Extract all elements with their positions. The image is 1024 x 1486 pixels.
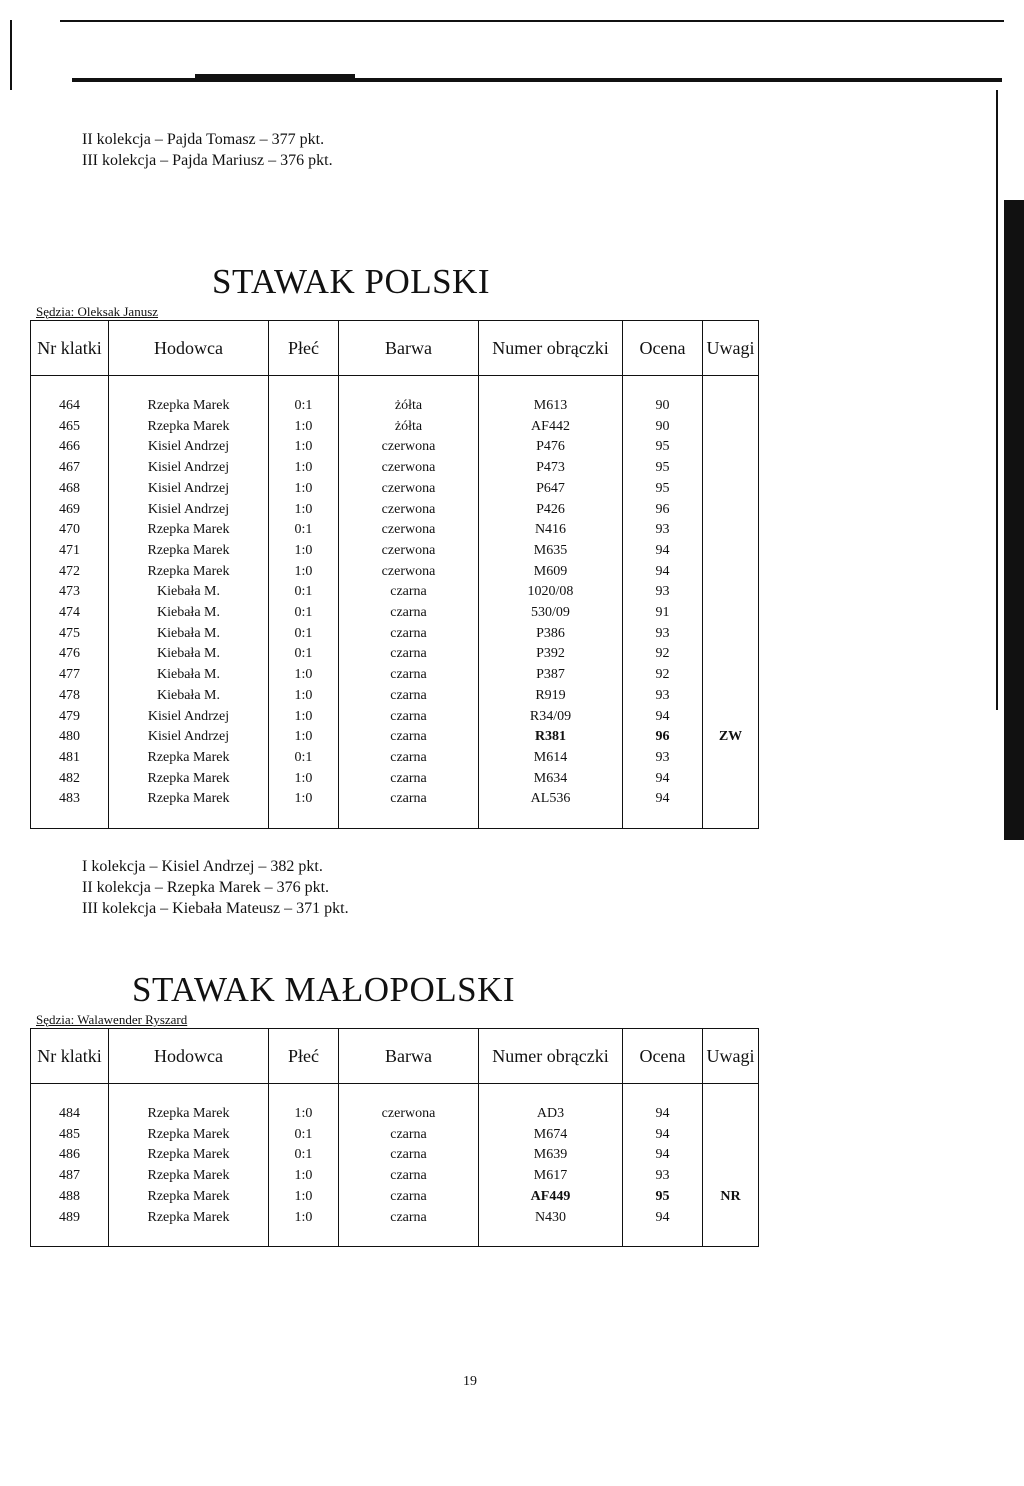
cell-sex: 1:0	[269, 686, 339, 707]
spacer-cell	[703, 1084, 759, 1105]
table-spacer-row	[31, 1084, 759, 1105]
cell-color: czerwona	[339, 458, 479, 479]
spacer-cell	[269, 1228, 339, 1247]
cell-remarks	[703, 644, 759, 665]
cell-color: czarna	[339, 624, 479, 645]
spacer-cell	[269, 376, 339, 397]
table-header-row	[31, 1029, 759, 1084]
cell-sex: 1:0	[269, 458, 339, 479]
cell-breeder: Rzepka Marek	[109, 520, 269, 541]
cell-cage-number: 468	[59, 480, 80, 496]
cell-score: 91	[623, 603, 703, 624]
cell-sex: 1:0	[269, 789, 339, 810]
cell-score: 93	[623, 624, 703, 645]
cell-remarks	[703, 748, 759, 769]
cell-breeder: Kisiel Andrzej	[109, 437, 269, 458]
cell-cage-number: 464	[59, 398, 80, 413]
table-row	[31, 479, 759, 500]
cell-color: czarna	[339, 1166, 479, 1187]
cell-color: czarna	[339, 1208, 479, 1229]
cell-ring-number: AF442	[479, 417, 623, 438]
spacer-cell	[269, 1084, 339, 1105]
col-header-hodowca: Hodowca	[109, 321, 269, 376]
col-header-hodowca: Hodowca	[109, 1029, 269, 1084]
cell-ring-number: R919	[479, 686, 623, 707]
cell-breeder: Kiebała M.	[109, 686, 269, 707]
cell-remarks	[703, 582, 759, 603]
cell-cage-number: 476	[59, 646, 80, 662]
cell-breeder: Kisiel Andrzej	[109, 727, 269, 748]
table-row	[31, 1104, 759, 1125]
cell-color: czerwona	[339, 541, 479, 562]
cell-ring-number: 530/09	[479, 603, 623, 624]
cell-breeder: Kisiel Andrzej	[109, 707, 269, 728]
spacer-cell	[623, 376, 703, 397]
table-row	[31, 562, 759, 583]
cell-color: czerwona	[339, 562, 479, 583]
cell-score: 93	[623, 582, 703, 603]
cell-cage-number: 478	[59, 687, 80, 703]
col-header-ocena: Ocena	[623, 321, 703, 376]
cell-color: czerwona	[339, 1104, 479, 1125]
table-row	[31, 541, 759, 562]
table-row	[31, 789, 759, 810]
cell-remarks	[703, 500, 759, 521]
cell-sex: 1:0	[269, 541, 339, 562]
table-row	[31, 1166, 759, 1187]
cell-ring-number: M639	[479, 1145, 623, 1166]
cell-score: 95	[623, 479, 703, 500]
cell-breeder: Kiebała M.	[109, 624, 269, 645]
col-header-numer: Numer obrączki	[479, 321, 623, 376]
cell-sex: 1:0	[269, 437, 339, 458]
table-row	[31, 707, 759, 728]
cell-sex: 0:1	[269, 748, 339, 769]
cell-sex: 0:1	[269, 644, 339, 665]
section1-collections	[82, 856, 349, 919]
table-row	[31, 417, 759, 438]
spacer-cell	[479, 376, 623, 397]
spacer-cell	[31, 810, 109, 829]
cell-score: 94	[623, 1208, 703, 1229]
scan-border-bar-thick	[195, 74, 355, 79]
cell-color: żółta	[339, 417, 479, 438]
cell-ring-number: AL536	[479, 789, 623, 810]
cell-breeder: Rzepka Marek	[109, 748, 269, 769]
cell-color: żółta	[339, 396, 479, 417]
cell-score: 92	[623, 644, 703, 665]
cell-remarks	[703, 520, 759, 541]
spacer-cell	[31, 1228, 109, 1247]
cell-color: czerwona	[339, 520, 479, 541]
cell-sex: 0:1	[269, 396, 339, 417]
cell-ring-number: P476	[479, 437, 623, 458]
cell-color: czarna	[339, 603, 479, 624]
cell-color: czarna	[339, 644, 479, 665]
table-row	[31, 500, 759, 521]
results-table	[30, 1028, 759, 1247]
cell-ring-number: M634	[479, 769, 623, 790]
collection-line: III kolekcja – Pajda Mariusz – 376 pkt.	[82, 152, 333, 169]
cell-sex: 1:0	[269, 562, 339, 583]
table-row	[31, 1145, 759, 1166]
section-title: STAWAK MAŁOPOLSKI	[132, 970, 516, 1009]
cell-cage-number: 472	[59, 563, 80, 579]
spacer-cell	[269, 810, 339, 829]
cell-sex: 1:0	[269, 1166, 339, 1187]
cell-breeder: Rzepka Marek	[109, 396, 269, 417]
cell-sex: 0:1	[269, 603, 339, 624]
cell-cage-number: 483	[59, 791, 80, 807]
cell-sex: 1:0	[269, 665, 339, 686]
col-header-barwa: Barwa	[339, 1029, 479, 1084]
cell-score: 93	[623, 1166, 703, 1187]
cell-score: 96	[623, 727, 703, 748]
cell-cage-number: 470	[59, 522, 80, 538]
cell-color: czerwona	[339, 479, 479, 500]
cell-breeder: Kiebała M.	[109, 582, 269, 603]
cell-color: czarna	[339, 1125, 479, 1146]
cell-cage-number: 473	[59, 584, 80, 600]
cell-remarks	[703, 1166, 759, 1187]
cell-cage-number: 474	[59, 605, 80, 621]
cell-remarks	[703, 1145, 759, 1166]
cell-sex: 1:0	[269, 1187, 339, 1208]
spacer-cell	[479, 810, 623, 829]
spacer-cell	[479, 1228, 623, 1247]
cell-breeder: Rzepka Marek	[109, 1187, 269, 1208]
collection-line: I kolekcja – Kisiel Andrzej – 382 pkt.	[82, 858, 323, 875]
cell-cage-number: 479	[59, 708, 80, 724]
scan-dark-margin	[1004, 200, 1024, 840]
cell-cage-number: 469	[59, 501, 80, 517]
col-header-nr: Nr klatki	[31, 321, 109, 376]
col-header-uwagi: Uwagi	[703, 321, 759, 376]
cell-breeder: Rzepka Marek	[109, 562, 269, 583]
cell-cage-number: 485	[59, 1126, 80, 1142]
cell-cage-number: 466	[59, 439, 80, 455]
judge-name: Sędzia: Oleksak Janusz	[36, 304, 159, 319]
cell-score: 93	[623, 748, 703, 769]
scan-border-top	[60, 20, 1004, 36]
cell-breeder: Rzepka Marek	[109, 769, 269, 790]
table-row	[31, 665, 759, 686]
cell-color: czarna	[339, 1187, 479, 1208]
cell-ring-number: M674	[479, 1125, 623, 1146]
cell-color: czarna	[339, 769, 479, 790]
cell-color: czarna	[339, 789, 479, 810]
spacer-cell	[339, 810, 479, 829]
cell-color: czarna	[339, 727, 479, 748]
table-row	[31, 1208, 759, 1229]
table-row	[31, 1125, 759, 1146]
cell-color: czerwona	[339, 500, 479, 521]
spacer-cell	[623, 1228, 703, 1247]
cell-ring-number: N416	[479, 520, 623, 541]
cell-breeder: Kisiel Andrzej	[109, 479, 269, 500]
table-spacer-row	[31, 376, 759, 397]
cell-breeder: Kiebała M.	[109, 603, 269, 624]
cell-score: 94	[623, 769, 703, 790]
spacer-cell	[109, 1084, 269, 1105]
cell-score: 93	[623, 520, 703, 541]
cell-remarks	[703, 479, 759, 500]
cell-score: 90	[623, 396, 703, 417]
cell-breeder: Kiebała M.	[109, 665, 269, 686]
table-row	[31, 1187, 759, 1208]
cell-cage-number: 489	[59, 1209, 80, 1225]
spacer-cell	[623, 810, 703, 829]
cell-sex: 1:0	[269, 479, 339, 500]
spacer-cell	[31, 1084, 109, 1105]
cell-breeder: Rzepka Marek	[109, 1208, 269, 1229]
cell-score: 94	[623, 1145, 703, 1166]
cell-ring-number: 1020/08	[479, 582, 623, 603]
cell-breeder: Rzepka Marek	[109, 789, 269, 810]
cell-remarks	[703, 541, 759, 562]
cell-ring-number: M614	[479, 748, 623, 769]
spacer-cell	[703, 376, 759, 397]
cell-ring-number: AF449	[479, 1187, 623, 1208]
cell-remarks	[703, 1208, 759, 1229]
cell-remarks	[703, 458, 759, 479]
cell-ring-number: P392	[479, 644, 623, 665]
cell-remarks	[703, 562, 759, 583]
spacer-cell	[109, 1228, 269, 1247]
judge-name: Sędzia: Walawender Ryszard	[36, 1012, 188, 1027]
cell-sex: 1:0	[269, 769, 339, 790]
col-header-ocena: Ocena	[623, 1029, 703, 1084]
cell-score: 94	[623, 789, 703, 810]
spacer-cell	[623, 1084, 703, 1105]
col-header-uwagi: Uwagi	[703, 1029, 759, 1084]
col-header-barwa: Barwa	[339, 321, 479, 376]
cell-ring-number: M635	[479, 541, 623, 562]
cell-cage-number: 481	[59, 749, 80, 765]
cell-ring-number: M609	[479, 562, 623, 583]
cell-ring-number: M617	[479, 1166, 623, 1187]
cell-remarks	[703, 603, 759, 624]
spacer-cell	[479, 1084, 623, 1105]
judge-line	[36, 1012, 187, 1028]
cell-color: czerwona	[339, 437, 479, 458]
cell-score: 95	[623, 458, 703, 479]
cell-color: czarna	[339, 1145, 479, 1166]
col-header-numer: Numer obrączki	[479, 1029, 623, 1084]
judge-line	[36, 304, 158, 320]
cell-breeder: Rzepka Marek	[109, 1145, 269, 1166]
cell-sex: 1:0	[269, 707, 339, 728]
cell-cage-number: 471	[59, 542, 80, 558]
cell-ring-number: AD3	[479, 1104, 623, 1125]
table-row	[31, 727, 759, 748]
cell-score: 92	[623, 665, 703, 686]
col-header-nr: Nr klatki	[31, 1029, 109, 1084]
cell-breeder: Rzepka Marek	[109, 1125, 269, 1146]
cell-ring-number: P426	[479, 500, 623, 521]
cell-remarks: NR	[703, 1187, 759, 1208]
scan-edge-left	[10, 20, 12, 90]
section-title: STAWAK POLSKI	[212, 262, 490, 301]
table-row	[31, 458, 759, 479]
cell-cage-number: 467	[59, 460, 80, 476]
cell-score: 93	[623, 686, 703, 707]
results-table	[30, 320, 759, 829]
scan-edge-right	[996, 90, 998, 710]
cell-sex: 0:1	[269, 582, 339, 603]
cell-remarks: ZW	[703, 727, 759, 748]
cell-score: 94	[623, 541, 703, 562]
cell-sex: 1:0	[269, 727, 339, 748]
cell-sex: 0:1	[269, 520, 339, 541]
cell-color: czarna	[339, 686, 479, 707]
cell-remarks	[703, 1104, 759, 1125]
cell-ring-number: P386	[479, 624, 623, 645]
cell-cage-number: 486	[59, 1147, 80, 1163]
cell-breeder: Kisiel Andrzej	[109, 500, 269, 521]
cell-ring-number: P647	[479, 479, 623, 500]
cell-remarks	[703, 686, 759, 707]
table-header-row	[31, 321, 759, 376]
col-header-plec: Płeć	[269, 1029, 339, 1084]
spacer-cell	[339, 1084, 479, 1105]
table-row	[31, 769, 759, 790]
spacer-cell	[703, 1228, 759, 1247]
cell-remarks	[703, 417, 759, 438]
cell-score: 96	[623, 500, 703, 521]
cell-sex: 0:1	[269, 1125, 339, 1146]
cell-score: 95	[623, 437, 703, 458]
cell-score: 94	[623, 1104, 703, 1125]
table-end-row	[31, 1228, 759, 1247]
cell-color: czarna	[339, 707, 479, 728]
cell-score: 94	[623, 707, 703, 728]
cell-ring-number: R381	[479, 727, 623, 748]
cell-remarks	[703, 789, 759, 810]
cell-breeder: Rzepka Marek	[109, 541, 269, 562]
col-header-plec: Płeć	[269, 321, 339, 376]
cell-cage-number: 477	[59, 667, 80, 683]
top-collections	[82, 129, 333, 171]
cell-color: czarna	[339, 665, 479, 686]
cell-remarks	[703, 396, 759, 417]
cell-ring-number: P387	[479, 665, 623, 686]
table-row	[31, 624, 759, 645]
cell-score: 94	[623, 562, 703, 583]
cell-breeder: Kisiel Andrzej	[109, 458, 269, 479]
cell-cage-number: 465	[59, 418, 80, 434]
spacer-cell	[109, 810, 269, 829]
cell-cage-number: 487	[59, 1168, 80, 1184]
spacer-cell	[31, 376, 109, 397]
cell-breeder: Rzepka Marek	[109, 417, 269, 438]
cell-score: 94	[623, 1125, 703, 1146]
cell-ring-number: P473	[479, 458, 623, 479]
table-row	[31, 520, 759, 541]
cell-breeder: Rzepka Marek	[109, 1104, 269, 1125]
table-row	[31, 582, 759, 603]
cell-sex: 1:0	[269, 1104, 339, 1125]
collection-line: II kolekcja – Rzepka Marek – 376 pkt.	[82, 879, 330, 896]
cell-sex: 0:1	[269, 1145, 339, 1166]
cell-ring-number: N430	[479, 1208, 623, 1229]
table-row	[31, 396, 759, 417]
cell-remarks	[703, 437, 759, 458]
cell-sex: 1:0	[269, 1208, 339, 1229]
cell-color: czarna	[339, 582, 479, 603]
cell-score: 95	[623, 1187, 703, 1208]
cell-breeder: Kiebała M.	[109, 644, 269, 665]
cell-sex: 0:1	[269, 624, 339, 645]
cell-remarks	[703, 1125, 759, 1146]
page-number: 19	[463, 1374, 477, 1389]
cell-color: czarna	[339, 748, 479, 769]
cell-remarks	[703, 624, 759, 645]
cell-sex: 1:0	[269, 500, 339, 521]
table-row	[31, 748, 759, 769]
spacer-cell	[339, 376, 479, 397]
table-row	[31, 603, 759, 624]
cell-cage-number: 480	[59, 729, 80, 745]
spacer-cell	[109, 376, 269, 397]
table-row	[31, 644, 759, 665]
cell-cage-number: 484	[59, 1106, 80, 1121]
cell-cage-number: 475	[59, 625, 80, 641]
cell-sex: 1:0	[269, 417, 339, 438]
table-end-row	[31, 810, 759, 829]
cell-remarks	[703, 707, 759, 728]
cell-cage-number: 488	[59, 1188, 80, 1204]
cell-remarks	[703, 769, 759, 790]
cell-ring-number: R34/09	[479, 707, 623, 728]
table-row	[31, 686, 759, 707]
collection-line: III kolekcja – Kiebała Mateusz – 371 pkt.	[82, 900, 349, 917]
spacer-cell	[339, 1228, 479, 1247]
collection-line: II kolekcja – Pajda Tomasz – 377 pkt.	[82, 131, 325, 148]
cell-ring-number: M613	[479, 396, 623, 417]
spacer-cell	[703, 810, 759, 829]
table-row	[31, 437, 759, 458]
cell-cage-number: 482	[59, 770, 80, 786]
cell-remarks	[703, 665, 759, 686]
cell-breeder: Rzepka Marek	[109, 1166, 269, 1187]
cell-score: 90	[623, 417, 703, 438]
